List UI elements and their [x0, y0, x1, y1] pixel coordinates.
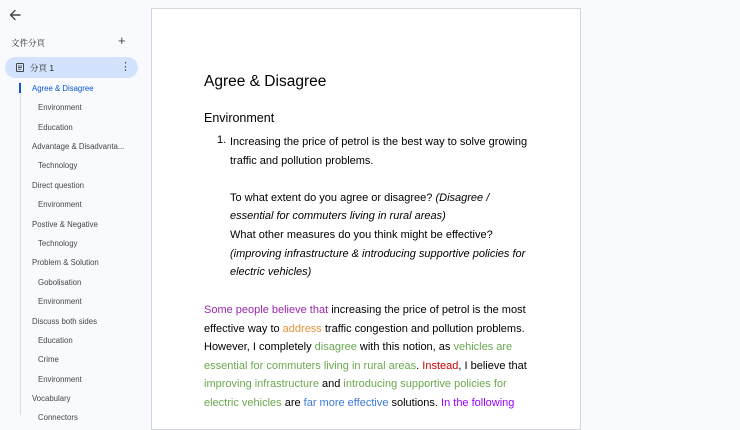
question-note: (improving infrastructure & introducing supportive policies for — [230, 247, 526, 260]
outline-guide-line — [20, 82, 21, 415]
question-text: What other measures do you think might be effective? — [230, 228, 493, 241]
text-span: increasing the price of petrol is the most — [328, 304, 526, 316]
text-line: Increasing the price of petrol is the best way to solve growing — [230, 136, 528, 148]
outline-item[interactable]: Environment — [38, 200, 82, 209]
highlight-phrase: electric vehicles — [204, 396, 282, 409]
document-subheading: Environment — [204, 111, 275, 125]
text-line: traffic and pollution problems. — [230, 154, 374, 167]
text-line — [230, 189, 530, 208]
outline-item[interactable]: Direct question — [32, 181, 85, 190]
outline-item[interactable]: Discuss both sides — [32, 317, 98, 326]
outline-item[interactable]: Vocabulary — [32, 394, 71, 403]
text-span: traffic congestion and pollution problems. — [321, 322, 525, 335]
document-page[interactable] — [151, 8, 581, 430]
document-tabs-title: 文件分頁 — [11, 38, 46, 48]
text-span: are — [281, 396, 304, 409]
outline-item[interactable]: Environment — [38, 297, 82, 306]
outline-item[interactable]: Agree & Disagree — [32, 84, 94, 93]
list-number: 1. — [217, 134, 227, 146]
text-span: However, I completely — [204, 341, 315, 354]
outline-item[interactable]: Gobolisation — [38, 278, 82, 287]
outline-item[interactable]: Technology — [38, 239, 78, 248]
outline-item[interactable]: Connectors — [38, 413, 78, 422]
question-note: essential for commuters living in rural areas) — [230, 210, 446, 223]
outline-item[interactable]: Postive & Negative — [32, 220, 98, 229]
highlight-phrase: disagree — [314, 341, 357, 354]
more-options-icon[interactable]: ⋮ — [120, 61, 131, 73]
back-arrow-icon[interactable] — [6, 6, 24, 24]
outline-item[interactable]: Technology — [38, 161, 78, 170]
outline-active-indicator — [19, 83, 21, 93]
text-span: effective way to — [204, 322, 283, 335]
highlight-phrase: address — [282, 322, 322, 335]
question-note: (Disagree / — [435, 191, 490, 204]
outline-item[interactable]: Education — [38, 123, 73, 132]
document-tabs-header — [11, 33, 131, 50]
outline-item[interactable]: Education — [38, 336, 73, 345]
outline-item[interactable]: Crime — [38, 355, 59, 364]
text-span: solutions. — [388, 396, 442, 409]
highlight-phrase: introducing supportive policies for — [343, 378, 507, 391]
add-tab-icon[interactable]: + — [118, 33, 126, 48]
list-item-text — [230, 133, 530, 282]
highlight-phrase: essential for commuters living in rural areas — [204, 359, 417, 372]
tab-item-tab-1[interactable] — [5, 57, 138, 78]
essay-paragraph — [204, 301, 534, 413]
text-span: and — [318, 378, 344, 391]
highlight-phrase: vehicles are — [453, 341, 513, 354]
outline-item[interactable]: Advantage & Disadvanta... — [32, 142, 125, 151]
highlight-phrase: In the following — [441, 396, 515, 409]
outline-item[interactable]: Problem & Solution — [32, 258, 99, 267]
text-span: with this notion, as — [356, 341, 454, 354]
highlight-phrase: improving infrastructure — [204, 378, 319, 391]
text-span: , I believe that — [458, 359, 527, 372]
outline-item[interactable]: Environment — [38, 103, 82, 112]
question-text: To what extent do you agree or disagree? — [230, 191, 436, 204]
highlight-phrase: Some people believe that — [204, 304, 329, 316]
highlight-phrase: Instead — [422, 359, 459, 372]
tab-label: 分頁 1 — [30, 63, 55, 73]
highlight-phrase: far more effective — [303, 396, 389, 409]
text-span: . — [416, 359, 423, 372]
outline-item[interactable]: Environment — [38, 375, 82, 384]
document-heading: Agree & Disagree — [204, 73, 327, 90]
document-icon — [16, 63, 24, 72]
question-note: electric vehicles) — [230, 266, 312, 279]
